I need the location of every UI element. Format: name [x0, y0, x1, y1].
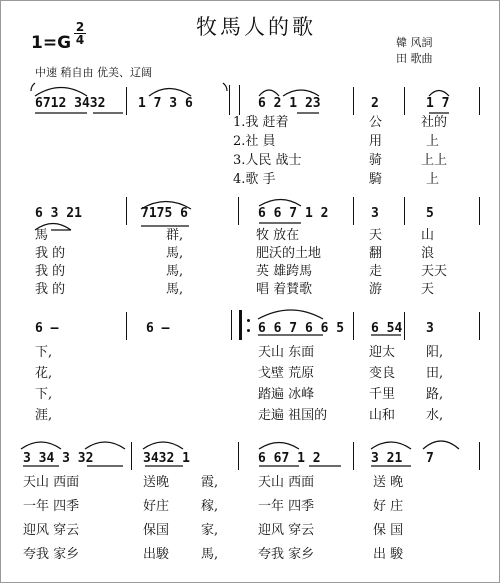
- lyric-text: 4.歌 手: [233, 172, 276, 187]
- lyric-text: 唱 着賛歌: [256, 282, 313, 297]
- measure-notes: 6 –: [146, 321, 170, 336]
- lyric-text: 我 的: [35, 264, 66, 279]
- bar-line: [231, 310, 232, 340]
- measure-notes: 3: [426, 321, 434, 336]
- bar-line: [353, 197, 354, 225]
- lyric-text: 馬,: [166, 264, 184, 279]
- bar-line: [126, 197, 127, 225]
- measure-notes: 6 54: [371, 321, 403, 336]
- lyric-text: 霞,: [201, 475, 219, 490]
- lyric-text: 浪: [421, 246, 435, 261]
- measure-notes: 3: [371, 206, 379, 221]
- lyric-text: 社的: [421, 115, 448, 130]
- bar-line: [353, 442, 354, 470]
- measure-notes: 6712 3432: [35, 96, 106, 111]
- bar-line: [479, 442, 480, 470]
- lyric-text: 馬,: [201, 547, 219, 562]
- lyric-text: 好庄: [143, 499, 170, 514]
- lyric-text: 涯,: [35, 408, 53, 423]
- lyric-text: 天: [369, 228, 383, 243]
- bar-line: [404, 312, 405, 340]
- lyric-text: 天山 西面: [258, 475, 315, 490]
- repeat-dot: [247, 319, 250, 322]
- lyric-text: 英 雄跨馬: [256, 264, 313, 279]
- measure-notes: 6 6 7 1 2: [258, 206, 329, 221]
- lyric-text: 送 晚: [373, 475, 404, 490]
- bar-line: [238, 197, 239, 225]
- lyric-text: 游: [369, 282, 383, 297]
- lyric-text: 好 庄: [373, 499, 404, 514]
- lyric-text: 迎风 穿云: [258, 523, 315, 538]
- bar-line: [353, 312, 354, 340]
- lyric-text: 出駿: [143, 547, 170, 562]
- measure-notes: 3 21: [371, 451, 403, 466]
- lyric-text: 千里: [369, 387, 396, 402]
- lyric-text: 上上: [421, 153, 448, 168]
- lyric-text: 家,: [201, 523, 219, 538]
- lyric-text: 花,: [35, 366, 53, 381]
- measure-notes: 6 –: [35, 321, 59, 336]
- song-title: 牧馬人的歌: [196, 15, 316, 39]
- lyric-text: 走遍 祖国的: [258, 408, 328, 423]
- composer-credit: 田 歌曲: [396, 52, 433, 65]
- lyric-text: 1.我 赶着: [233, 115, 289, 130]
- measure-notes: 6 67 1 2: [258, 451, 321, 466]
- lyric-text: 山和: [369, 408, 396, 423]
- lyric-text: 天天: [421, 264, 448, 279]
- lyric-text: 肥沃的土地: [256, 246, 322, 261]
- repeat-dot: [247, 329, 250, 332]
- lyric-text: 保国: [143, 523, 170, 538]
- measure-notes: 6 3 21: [35, 206, 82, 221]
- lyric-text: 3.人民 战士: [233, 153, 302, 168]
- lyric-text: 群,: [166, 228, 184, 243]
- measure-notes: 6 6 7 6 6 5: [258, 321, 345, 336]
- lyric-text: 我 的: [35, 282, 66, 297]
- lyric-text: 路,: [426, 387, 444, 402]
- lyric-text: 牧 放在: [256, 228, 300, 243]
- time-signature-top: 2: [75, 20, 85, 34]
- lyric-text: 走: [369, 264, 383, 279]
- lyric-text: 田,: [426, 366, 444, 381]
- lyric-text: 出 駿: [373, 547, 404, 562]
- lyric-text: 上: [426, 172, 440, 187]
- lyricist-credit: 韓 风詞: [396, 36, 433, 49]
- repeat-bar: [239, 310, 242, 340]
- lyric-text: 迎太: [369, 345, 396, 360]
- lyric-text: 水,: [426, 408, 444, 423]
- lyric-text: 夸我 家乡: [258, 547, 315, 562]
- lyric-text: 騎: [369, 172, 383, 187]
- lyric-text: 踏遍 冰峰: [258, 387, 315, 402]
- lyric-text: 一年 四季: [258, 499, 315, 514]
- bar-line: [238, 442, 239, 470]
- lyric-text: 夸我 家乡: [23, 547, 80, 562]
- lyric-text: 山: [421, 228, 435, 243]
- lyric-text: 阳,: [426, 345, 444, 360]
- lyric-text: 戈壁 荒原: [258, 366, 315, 381]
- tempo-marking: 中速 稍自由 优美、辽阔: [35, 66, 152, 79]
- lyric-text: 馬,: [166, 282, 184, 297]
- measure-notes: 1 7: [426, 96, 450, 111]
- lyric-text: 骑: [369, 153, 383, 168]
- bar-line: [126, 312, 127, 340]
- lyric-text: 保 国: [373, 523, 404, 538]
- measure-notes: 7: [426, 451, 434, 466]
- measure-notes: 7175 6: [141, 206, 188, 221]
- measure-notes: 3432 1: [143, 451, 190, 466]
- key-signature: 1=G: [31, 33, 72, 53]
- lyric-text: 我 的: [35, 246, 66, 261]
- lyric-text: 馬: [35, 228, 49, 243]
- lyric-text: 一年 四季: [23, 499, 80, 514]
- lyric-text: 用: [369, 134, 383, 149]
- lyric-text: 下,: [35, 345, 53, 360]
- measure-notes: 5: [426, 206, 434, 221]
- measure-notes: 3 34 3 32: [23, 451, 94, 466]
- lyric-text: 迎风 穿云: [23, 523, 80, 538]
- lyric-text: 上: [426, 134, 440, 149]
- lyric-text: 送晚: [143, 475, 170, 490]
- lyric-text: 下,: [35, 387, 53, 402]
- lyric-text: 天: [421, 282, 435, 297]
- measure-notes: 6 2 1 23: [258, 96, 321, 111]
- lyric-text: 天山 东面: [258, 345, 315, 360]
- lyric-text: 翻: [369, 246, 383, 261]
- lyric-text: 公: [369, 115, 383, 130]
- bar-line: [131, 442, 132, 470]
- measure-notes: 2: [371, 96, 379, 111]
- time-signature-bottom: 4: [75, 33, 85, 47]
- bar-line: [479, 312, 480, 340]
- bar-line: [404, 197, 405, 225]
- lyric-text: 2.社 員: [233, 134, 276, 149]
- lyric-text: 馬,: [166, 246, 184, 261]
- lyric-text: 稼,: [201, 499, 219, 514]
- bar-line: [479, 197, 480, 225]
- measure-notes: 1 7 3 6: [138, 96, 193, 111]
- lyric-text: 天山 西面: [23, 475, 80, 490]
- lyric-text: 变良: [369, 366, 396, 381]
